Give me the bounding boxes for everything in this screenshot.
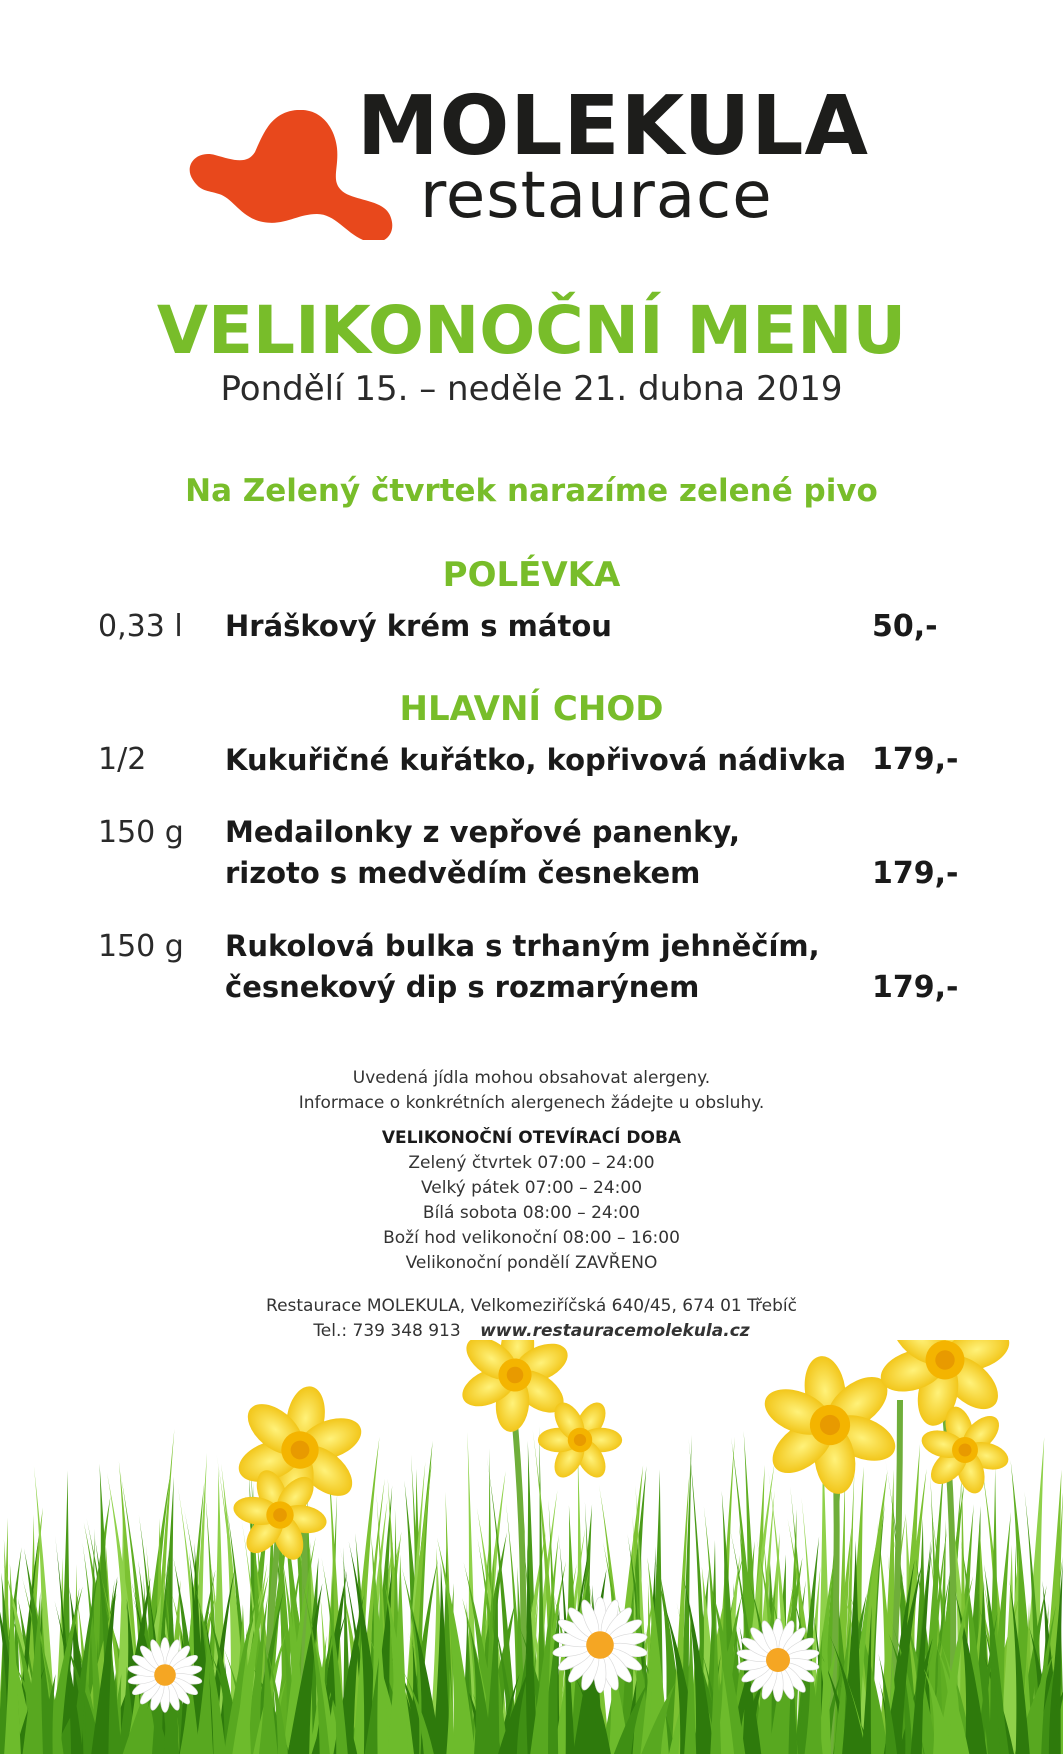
item-quantity: 150 g — [98, 815, 184, 850]
item-price: 179,- — [872, 856, 959, 891]
allergen-note — [0, 1066, 1063, 1116]
opening-hours-title: VELIKONOČNÍ OTEVÍRACÍ DOBA — [381, 1128, 682, 1148]
contact-address: Restaurace MOLEKULA, Velkomeziříčská 640/45, 674 01 Třebíč — [266, 1296, 797, 1316]
daffodils — [219, 1340, 1025, 1576]
item-name — [225, 740, 846, 781]
opening-hours — [0, 1126, 1063, 1276]
item-price: 179,- — [872, 742, 959, 777]
item-price: 50,- — [872, 609, 938, 644]
menu-subtitle: Na Zelený čtvrtek narazíme zelené pivo — [185, 473, 878, 509]
item-name-line: Medailonky z vepřové panenky, — [225, 815, 741, 849]
item-quantity: 1/2 — [98, 742, 147, 777]
contact-phone: Tel.: 739 348 913 — [313, 1321, 461, 1341]
item-name-line: Kukuřičné kuřátko, kopřivová nádivka — [225, 743, 847, 777]
opening-hours-line: Boží hod velikonoční 08:00 – 16:00 — [383, 1228, 680, 1248]
opening-hours-line: Zelený čtvrtek 07:00 – 24:00 — [408, 1153, 655, 1173]
item-name — [225, 812, 740, 894]
brand-name: MOLEKULA — [357, 79, 869, 174]
spring-meadow-image — [0, 1340, 1063, 1754]
opening-hours-line: Velikonoční pondělí ZAVŘENO — [405, 1253, 658, 1273]
contact-info — [0, 1294, 1063, 1344]
item-quantity: 0,33 l — [98, 609, 183, 644]
section-title-main-course: HLAVNÍ CHOD — [399, 689, 664, 729]
allergen-line: Informace o konkrétních alergenech žádejte u obsluhy. — [298, 1093, 765, 1113]
item-name-line: česnekový dip s rozmarýnem — [225, 970, 700, 1004]
item-quantity: 150 g — [98, 929, 184, 964]
section-title-soup: POLÉVKA — [442, 555, 621, 595]
item-name-line: Rukolová bulka s trhaným jehněčím, — [225, 929, 820, 963]
website-link[interactable]: www.restauracemolekula.cz — [480, 1321, 750, 1341]
menu-dates: Pondělí 15. – neděle 21. dubna 2019 — [220, 369, 843, 409]
allergen-line: Uvedená jídla mohou obsahovat alergeny. — [352, 1068, 711, 1088]
restaurant-logo — [185, 79, 869, 242]
item-name-line: rizoto s medvědím česnekem — [225, 856, 701, 890]
item-name — [225, 926, 820, 1008]
opening-hours-line: Velký pátek 07:00 – 24:00 — [420, 1178, 643, 1198]
menu-title: VELIKONOČNÍ MENU — [156, 292, 907, 369]
item-price: 179,- — [872, 970, 959, 1005]
item-name-line: Hráškový krém s mátou — [225, 609, 612, 643]
opening-hours-line: Bílá sobota 08:00 – 24:00 — [422, 1203, 641, 1223]
brand-subtitle: restaurace — [420, 159, 773, 233]
item-name — [225, 606, 612, 647]
